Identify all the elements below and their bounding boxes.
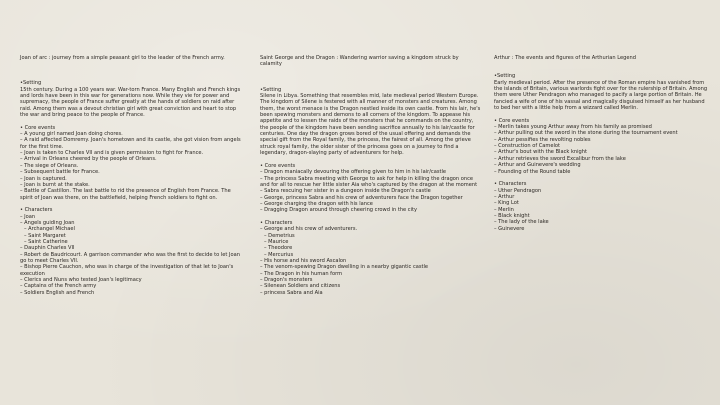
event-item: – Arrival in Orleans cheered by the people of Orleans. xyxy=(20,156,157,163)
characters-heading: • Characters xyxy=(494,181,527,188)
event-item: – Construction of Camelot xyxy=(494,143,561,150)
characters-heading: • Characters xyxy=(20,207,53,214)
setting-text: Early medieval period. After the presence of the Roman empire has vanished from the islands of Britain, various warlords fight over for the rulership of Britain. Among them were Uther Pendragon who managed to pacify a large portion of Britain. He fancied a wife of one of his vassal and magically disguised himself as her husband to bed her with a little help from a wizzard called Merlin. xyxy=(494,79,708,112)
core-events-heading: • Core events xyxy=(494,117,530,124)
character-item: – Silenean Soldiers and citizens xyxy=(260,283,341,290)
event-item: – Arthur pessifies the revolting nobles xyxy=(494,136,591,143)
characters-section xyxy=(20,207,242,296)
character-item: – Archangel Michael xyxy=(24,226,75,233)
character-item: – Dauphin Charles VII xyxy=(20,245,75,252)
event-item: – The siege of Orleans. xyxy=(20,162,79,169)
character-item: – Mercurius xyxy=(264,251,294,258)
character-item: – Angels guiding Joan xyxy=(20,219,75,226)
event-item: – Arthur and Guinevere's wedding xyxy=(494,162,581,169)
event-item: – George charging the dragon with his lance xyxy=(260,200,373,207)
event-item: – Sabra rescuing her sister in a dungeon inside the Dragon's castle xyxy=(260,188,431,195)
characters-section xyxy=(494,181,710,232)
character-item: – Uther Pendragon xyxy=(494,187,542,194)
event-item: – Joan is taken to Charles VII and is given permission to fight for France. xyxy=(20,150,204,157)
event-item: – Arthur retrieves the sword Excalibur from the lake xyxy=(494,155,626,162)
event-item: – Arthur's bout with the Black knight xyxy=(494,149,588,156)
character-item: – The venom-spewing Dragon dwelling in a nearby gigantic castle xyxy=(260,264,429,271)
column-arthur xyxy=(494,55,710,238)
core-events-section xyxy=(494,118,710,175)
character-item: – Demetrius xyxy=(264,232,295,239)
character-item: – Guinevere xyxy=(494,225,525,232)
character-item: – Dragon's monsters xyxy=(260,277,313,283)
setting-heading: •Setting xyxy=(494,73,516,80)
characters-heading: • Characters xyxy=(260,219,293,226)
character-item: – Robert de Baudricourt. A garrison commander who was the first to decide to let Joan go to meet Charles VII. xyxy=(20,251,240,264)
column-title: Saint George and the Dragon : Wandering warrior saving a kingdom struck by calamity xyxy=(260,55,459,68)
core-events-heading: • Core events xyxy=(20,124,56,131)
character-item: – princess Sabra and Aia xyxy=(260,289,323,296)
event-item: – A raid affected Domremy. Joan's hometown and its castle, she got vision from angels for the first time. xyxy=(20,137,241,150)
core-events-heading: • Core events xyxy=(260,162,296,169)
character-item: – Arthur xyxy=(494,193,515,200)
column-title: Arthur : The events and figures of the Arthurian Legend xyxy=(494,55,636,61)
character-item: – George and his crew of adventurers. xyxy=(260,226,358,233)
character-item: – Saint Catherine xyxy=(24,238,68,245)
event-item: – George, princess Sabra and his crew of adventurers face the Dragon together xyxy=(260,194,463,201)
character-item: – Clerics and Nuns who tested Joan's legitimacy xyxy=(20,277,142,283)
setting-section xyxy=(494,73,710,111)
setting-section xyxy=(260,87,482,157)
column-joan-of-arc xyxy=(20,55,242,302)
character-item: – Soldiers English and French xyxy=(20,289,95,296)
setting-heading: •Setting xyxy=(20,80,42,87)
character-item: – Maurice xyxy=(264,238,289,245)
event-item: – Dragon maniacally devouring the offering given to him in his lair/castle xyxy=(260,169,447,176)
setting-text: Silene in Libya. Something that resembles mid, late medieval period Western Europe. The kingdom of Silene is festered with all manner of monsters and creatures. Among them, the worst menace is the Dragon nestled inside its own castle. From his lair, he's been spewing monsters and demons to all corners of the kingdom. To appease his appetite and to lessen the raids of the monsters that he commands on the country, the people of the kingdom have been sending sacrifice annually to his lair/castle for centuries. One day the dragon grows bored of the usual offering and demands the special gift from the Royal family, the princess, the fairest of all. Among the grieve struck royal family, the older sister of the princess goes on a journey to find a legendary, dragon-slaying party of adventurers for help. xyxy=(260,93,481,157)
event-item: – Joan is captured. xyxy=(20,175,67,182)
character-item: – Joan xyxy=(20,213,36,220)
core-events-section xyxy=(20,125,242,201)
character-item: – Merlin xyxy=(494,206,514,213)
core-events-section xyxy=(260,163,482,214)
character-item: – Theodore xyxy=(264,245,293,252)
event-item: – The princess Sabra meeting with George to ask for help in killing the dragon once and for all to rescue her little sister Aia who's captured by the dragon at the moment xyxy=(260,175,478,188)
event-item: – Battle of Castillon. The last battle to rid the presence of English from France. The spirit of Joan was there, on the battlefield, helping French soldiers to fight on. xyxy=(20,188,231,201)
column-title: Joan of arc : journey from a simple peasant girl to the leader of the French army. xyxy=(20,55,225,61)
characters-section xyxy=(260,220,482,296)
event-item: – Dragging Dragon around through cheering crowd in the city xyxy=(260,207,418,214)
setting-heading: •Setting xyxy=(260,86,282,93)
setting-text: 15th century. During a 100 years war. War-torn France. Many English and French kings and lords have been in this war for generations now. While they vie for power and supremacy, the people of France suffer greatly at the hands of soldiers on raid after raid. Among them was a devout christian girl with great conviction and heart to stop the war and bring peace to the people of France. xyxy=(20,86,241,119)
character-item: – King Lot xyxy=(494,200,519,207)
character-item: – His horse and his sword Ascalon xyxy=(260,257,347,264)
character-item: – Black knight xyxy=(494,212,530,219)
event-item: – Founding of the Round table xyxy=(494,168,571,175)
character-item: – The Dragon in his human form xyxy=(260,270,343,277)
character-item: – The lady of the lake xyxy=(494,219,549,226)
character-item: – Captains of the French army xyxy=(20,283,97,290)
event-item: – Merlin takes young Arthur away from his family as promised xyxy=(494,124,652,131)
event-item: – A young girl named Joan doing chores. xyxy=(20,131,123,138)
setting-section xyxy=(20,80,242,118)
event-item: – Subsequent battle for France. xyxy=(20,169,100,176)
event-item: – Joan is burnt at the stake. xyxy=(20,181,90,188)
event-item: – Arthur pulling out the sword in the stone during the tournament event xyxy=(494,130,678,137)
character-item: – Saint Margaret xyxy=(24,232,66,239)
character-item: – Bishop Pierre Cauchon, who was in charge of the investigation of that let to Joan's execution xyxy=(20,264,234,277)
column-saint-george xyxy=(260,55,482,302)
